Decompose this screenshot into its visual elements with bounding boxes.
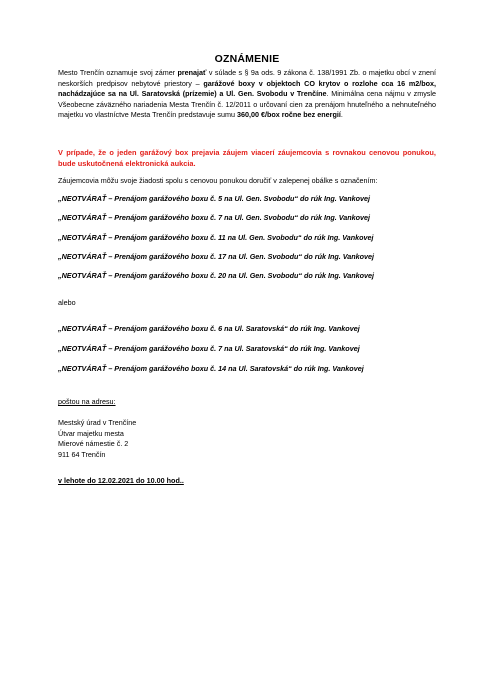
envelope-label-svobodu-20: „NEOTVÁRAŤ – Prenájom garážového boxu č. 20 na Ul. Gen. Svobodu“ do rúk Ing. Vankovej [58,271,375,280]
intro-text-2: v súlade s § 9a ods. 9 zákona č. 138/1991 Zb. o majetku obcí v znení neskorších predpisov nebytové priestory – [58,68,436,88]
envelope-label-svobodu-5: „NEOTVÁRAŤ – Prenájom garážového boxu č. 5 na Ul. Gen. Svobodu“ do rúk Ing. Vankovej [58,194,371,203]
address-line: Mestský úrad v Trenčíne [58,418,137,427]
auction-notice: V prípade, že o jeden garážový box prejavia záujem viacerí záujemcovia s rovnakou cenovou ponukou, bude uskutočnená elektronická aukcia. [58,148,436,168]
address-line: Útvar majetku mesta [58,428,124,438]
page-title: OZNÁMENIE [214,53,280,65]
deadline-text: v lehote do 12.02.2021 do 10.00 hod.. [58,476,184,485]
intro-text-1: Mesto Trenčín oznamuje svoj zámer [58,68,178,77]
intro-bold-2: garážové boxy v objektoch CO krytov o rozlohe cca 16 m2/box, nachádzajúce sa na Ul. Saratovská (prízemie) a Ul. Gen. Svobodu v Trenčíne [58,78,436,99]
address-line: 911 64 Trenčín [58,449,106,459]
lead-sentence: Záujemcovia môžu svoje žiadosti spolu s cenovou ponukou doručiť v zalepenej obálke s označením: [58,176,378,185]
envelope-label-svobodu-7: „NEOTVÁRAŤ – Prenájom garážového boxu č. 7 na Ul. Gen. Svobodu“ do rúk Ing. Vankovej [58,213,371,222]
address-block [58,418,136,460]
envelope-label-svobodu-17: „NEOTVÁRAŤ – Prenájom garážového boxu č. 17 na Ul. Gen. Svobodu“ do rúk Ing. Vankovej [58,252,375,261]
envelope-label-svobodu-11: „NEOTVÁRAŤ – Prenájom garážového boxu č. 11 na Ul. Gen. Svobodu“ do rúk Ing. Vankovej [58,233,374,242]
alebo-text: alebo [58,298,76,307]
postou-label: poštou na adresu: [58,397,116,406]
envelope-label-saratovska-7: „NEOTVÁRAŤ – Prenájom garážového boxu č. 7 na Ul. Saratovská“ do rúk Ing. Vankovej [58,344,360,353]
intro-text-3: . Minimálna cena nájmu v zmysle Všeobecne záväzného nariadenia Mesta Trenčín č. 12/2011 o určovaní cien za prenájom hnuteľného a nehnuteľného majetku vo vlastníctve Mesta Trenčín predstavuje sumu [58,89,436,120]
envelope-label-saratovska-6: „NEOTVÁRAŤ – Prenájom garážového boxu č. 6 na Ul. Saratovská“ do rúk Ing. Vankovej [58,324,360,333]
intro-text-4: . [340,110,343,120]
intro-bold-1: prenajať [177,68,207,77]
intro-bold-3: 360,00 €/box ročne bez energií [236,110,341,120]
intro-paragraph [58,68,436,121]
address-line: Mierové námestie č. 2 [58,439,129,449]
envelope-label-saratovska-14: „NEOTVÁRAŤ – Prenájom garážového boxu č. 14 na Ul. Saratovská“ do rúk Ing. Vankovej [58,364,364,373]
